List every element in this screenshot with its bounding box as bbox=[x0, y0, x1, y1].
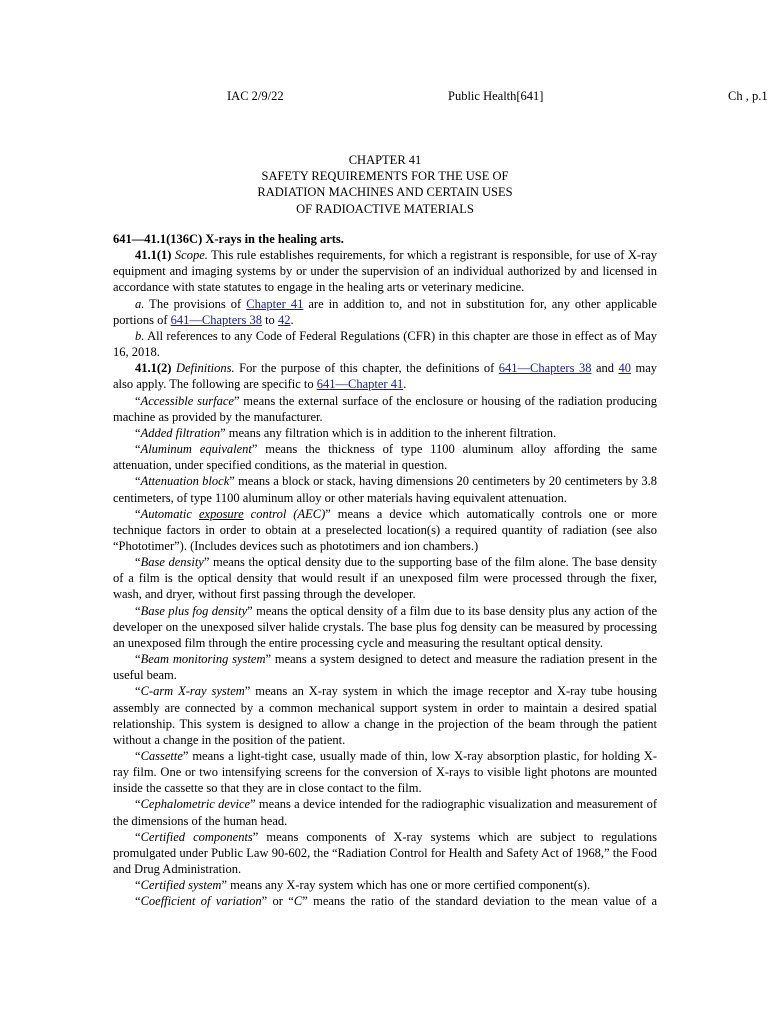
definition-cephalometric-device: “Cephalometric device” means a device intended for the radiographic visualization and measurement of the dimensions of the human head. bbox=[113, 797, 657, 828]
paragraph-a-text-3: to bbox=[261, 312, 278, 327]
link-definitions-chapters-38[interactable]: 641—Chapters 38 bbox=[498, 361, 592, 376]
definition-term: Aluminum equivalent bbox=[140, 442, 252, 457]
chapter-title-line-2: RADIATION MACHINES AND CERTAIN USES bbox=[257, 185, 513, 200]
page-header bbox=[0, 89, 770, 107]
definition-aluminum-equivalent: “Aluminum equivalent” means the thickness of type 1100 aluminum alloy affording the same attenuation, under specified conditions, as the material in question. bbox=[113, 442, 657, 473]
chapter-heading bbox=[113, 152, 657, 217]
definition-cassette: “Cassette” means a light-tight case, usually made of thin, low X-ray absorption plastic, for holding X-ray film. One or two intensifying screens for the conversion of X-rays to visible light photons are mounted inside the cassette so that they are in close contact to the film. bbox=[113, 749, 657, 796]
definition-text: ” means the optical density of a film due to its base density plus any action of the developer on the unexposed silver halide crystals. The base plus fog density can be measured by processing an unexposed film through the entire processing cycle and measuring the resultant optical density. bbox=[113, 603, 658, 650]
definition-text: ” means a light-tight case, usually made of thin, low X-ray absorption plastic, for holding X-ray film. One or two intensifying screens for the conversion of X-rays to visible light photons are mounted inside the cassette so that they are in close contact to the film. bbox=[113, 749, 657, 796]
definition-term: Cephalometric device bbox=[140, 797, 251, 812]
definition-term: Certified components bbox=[140, 829, 253, 844]
definition-text: ” means the external surface of the enclosure or housing of the radiation producing machine as provided by the manufacturer. bbox=[113, 393, 657, 424]
definition-term: Coefficient of variation bbox=[140, 894, 262, 909]
definition-text: ” means a device intended for the radiographic visualization and measurement of the dimensions of the human head. bbox=[113, 797, 657, 828]
definition-text: ” means a system designed to detect and measure the radiation present in the useful beam. bbox=[113, 652, 657, 683]
link-chapters-38[interactable]: 641—Chapters 38 bbox=[170, 312, 262, 327]
chapter-title-line-3: OF RADIOACTIVE MATERIALS bbox=[296, 201, 474, 216]
header-page-number: Ch , p.1 bbox=[728, 89, 768, 103]
definition-term-alt: C bbox=[293, 894, 303, 909]
definition-accessible-surface: “Accessible surface” means the external surface of the enclosure or housing of the radiation producing machine as provided by the manufacturer. bbox=[113, 393, 657, 424]
link-chapter-42[interactable]: 42 bbox=[277, 312, 291, 327]
definition-term: Beam monitoring system bbox=[140, 652, 266, 667]
definition-beam-monitoring-system: “Beam monitoring system” means a system designed to detect and measure the radiation present in the useful beam. bbox=[113, 652, 657, 683]
link-definitions-chapter-40[interactable]: 40 bbox=[618, 361, 631, 376]
paragraph-a-text-4: . bbox=[290, 312, 294, 327]
definition-term-part-2: control (AEC) bbox=[243, 506, 326, 521]
paragraph-b-label: b. bbox=[135, 328, 145, 343]
paragraph-b-text: All references to any Code of Federal Regulations (CFR) in this chapter are those in effect as of May 16, 2018. bbox=[113, 328, 657, 360]
scope-paragraph bbox=[113, 247, 657, 295]
paragraph-a-text-2: are in addition to, and not in substitution for, any other applicable portions of bbox=[113, 296, 657, 327]
paragraph-a-text-1: The provisions of bbox=[144, 296, 247, 311]
definition-certified-components: “Certified components” means components of X-ray systems which are subject to regulations promulgated under Public Law 90-602, the “Radiation Control for Health and Safety Act of 1968,” the Food and Drug Administration. bbox=[113, 829, 657, 877]
definition-term: Base density bbox=[140, 555, 204, 570]
definition-term: Base plus fog density bbox=[140, 603, 248, 618]
paragraph-a-label: a. bbox=[135, 296, 145, 311]
link-definitions-chapter-41[interactable]: 641—Chapter 41 bbox=[316, 377, 404, 392]
definition-term bbox=[141, 507, 326, 521]
definition-term: Attenuation block bbox=[140, 474, 230, 489]
paragraph-b bbox=[113, 328, 657, 360]
definition-text: ” means the ratio of the standard deviation to the mean value of a bbox=[302, 894, 657, 909]
definitions-text-4: . bbox=[403, 377, 407, 392]
document-body bbox=[113, 231, 657, 910]
definition-base-plus-fog-density: “Base plus fog density” means the optical density of a film due to its base density plus any action of the developer on the unexposed silver halide crystals. The base plus fog density can be measured by processing an unexposed film through the entire processing cycle and measuring the resultant optical density. bbox=[113, 603, 658, 650]
definition-text: ” means a block or stack, having dimensions 20 centimeters by 20 centimeters by 3.8 centimeters, of type 1100 aluminum alloy or other materials having equivalent attenuation. bbox=[113, 474, 657, 505]
definition-term: Certified system bbox=[140, 878, 222, 893]
definition-text: ” means a device which automatically controls one or more technique factors in order to obtain at a preselected location(s) a required quantity of radiation (see also “Phototimer”). (Includes devices such as phototimers and ion chambers.) bbox=[113, 506, 658, 553]
definitions-text-2: and bbox=[591, 361, 619, 376]
definition-base-density: “Base density” means the optical density due to the supporting base of the film alone. The base density of a film is the optical density that would result if an unexposed film were processed through the fixer, wash, and dryer, without first passing through the developer. bbox=[113, 555, 657, 602]
definition-c-arm-x-ray-system: “C-arm X-ray system” means an X-ray system in which the image receptor and X-ray tube housing assembly are connected by a common mechanical support system in order to maintain a desired spatial relationship. This system is designed to allow a change in the projection of the beam through the patient without a change in the position of the patient. bbox=[113, 684, 657, 747]
definition-term: Cassette bbox=[140, 749, 183, 763]
definition-text: ” means any filtration which is in addition to the inherent filtration. bbox=[220, 425, 557, 440]
definition-text: ” means the optical density due to the supporting base of the film alone. The base density of a film is the optical density that would result if an unexposed film were processed through the fixer, wash, and dryer, without first passing through the developer. bbox=[113, 555, 657, 602]
definition-text: ” means any X-ray system which has one or more certified component(s). bbox=[221, 878, 591, 893]
definition-automatic-exposure-control: “Automatic exposure control (AEC)” means a device which automatically controls one or more technique factors in order to obtain at a preselected location(s) a required quantity of radiation (see also “Phototimer”). (Includes devices such as phototimers and ion chambers.) bbox=[113, 506, 658, 553]
definition-term-underlined: exposure bbox=[198, 506, 244, 521]
header-title: Public Health[641] bbox=[448, 89, 544, 103]
definition-coefficient-of-variation: “Coefficient of variation” or “C” means the ratio of the standard deviation to the mean value of a bbox=[135, 894, 657, 909]
rule-title: 641—41.1(136C) X-rays in the healing arts. bbox=[113, 232, 344, 246]
scope-label: 41.1(1) bbox=[135, 248, 172, 263]
definitions-text-3: may also apply. The following are specific to bbox=[113, 361, 657, 392]
scope-text: This rule establishes requirements, for which a registrant is responsible, for use of X-ray equipment and imaging systems by or under the supervision of an individual authorized by and licensed in accordance with state statutes to engage in the healing arts or veterinary medicine. bbox=[113, 248, 657, 295]
definitions-paragraph bbox=[113, 360, 657, 392]
definitions-term: Definitions. bbox=[175, 361, 235, 376]
definition-added-filtration: “Added filtration” means any filtration which is in addition to the inherent filtration. bbox=[135, 425, 557, 440]
definition-text: ” means components of X-ray systems which are subject to regulations promulgated under Public Law 90-602, the “Radiation Control for Health and Safety Act of 1968,” the Food and Drug Administration. bbox=[113, 829, 657, 877]
paragraph-a bbox=[113, 296, 657, 328]
definition-term: Added filtration bbox=[140, 425, 221, 440]
chapter-number: CHAPTER 41 bbox=[348, 153, 422, 167]
definition-term: Accessible surface bbox=[140, 393, 234, 408]
link-chapter-41[interactable]: Chapter 41 bbox=[246, 296, 304, 311]
definitions-label: 41.1(2) bbox=[135, 361, 172, 376]
definition-term-part-1: Automatic bbox=[140, 506, 199, 521]
scope-term: Scope. bbox=[174, 248, 208, 263]
definition-certified-system: “Certified system” means any X-ray system which has one or more certified component(s). bbox=[135, 878, 591, 893]
definitions-text-1: For the purpose of this chapter, the definitions of bbox=[234, 361, 499, 376]
definition-term-joiner: ” or “ bbox=[261, 894, 294, 909]
definition-text: ” means an X-ray system in which the image receptor and X-ray tube housing assembly are connected by a common mechanical support system in order to maintain a desired spatial relationship. This system is designed to allow a change in the projection of the beam through the patient without a change in the position of the patient. bbox=[113, 684, 657, 747]
definition-term: C-arm X-ray system bbox=[140, 684, 245, 699]
definition-text: ” means the thickness of type 1100 aluminum alloy affording the same attenuation, under specified conditions, as the material in question. bbox=[113, 442, 657, 473]
header-date: IAC 2/9/22 bbox=[227, 89, 284, 103]
definition-attenuation-block: “Attenuation block” means a block or stack, having dimensions 20 centimeters by 20 centimeters by 3.8 centimeters, of type 1100 aluminum alloy or other materials having equivalent attenuation. bbox=[113, 474, 657, 505]
chapter-title-line-1: SAFETY REQUIREMENTS FOR THE USE OF bbox=[261, 169, 509, 184]
